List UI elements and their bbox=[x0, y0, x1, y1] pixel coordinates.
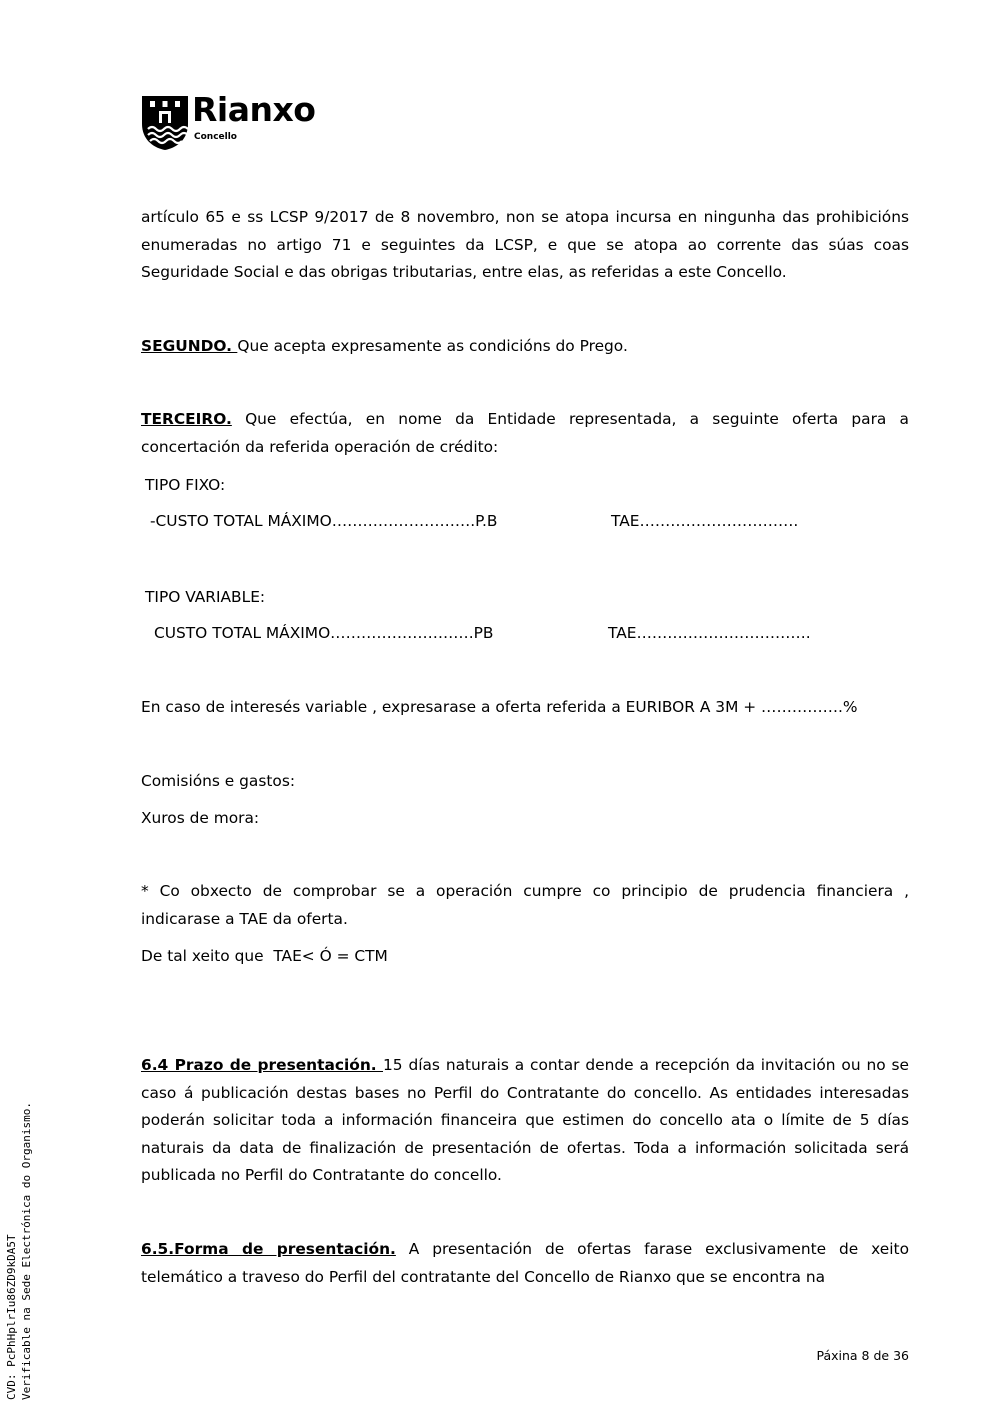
verification-stamp bbox=[4, 1102, 34, 1400]
segundo-text: Que acepta expresamente as condicións do Prego. bbox=[237, 337, 628, 355]
prazo-paragraph bbox=[141, 1052, 909, 1190]
tae-fixo-line: TAE…………………………. bbox=[611, 512, 799, 530]
tipo-fixo-label: TIPO FIXO: bbox=[145, 476, 226, 494]
terceiro-label: TERCEIRO. bbox=[141, 410, 232, 428]
tipo-variable-label: TIPO VARIABLE: bbox=[145, 588, 266, 606]
formula-line: De tal xeito que TAE< Ó = CTM bbox=[141, 947, 388, 965]
xuros-label: Xuros de mora: bbox=[141, 809, 260, 827]
verification-code: CVD: PcPhHplrIu86ZD9kDA5T bbox=[5, 1234, 18, 1400]
concello-logo bbox=[142, 90, 352, 154]
segundo-paragraph bbox=[141, 333, 909, 361]
forma-paragraph bbox=[141, 1236, 909, 1291]
custo-variable-line: CUSTO TOTAL MÁXIMO……………………….PB bbox=[154, 624, 494, 642]
page-number: Páxina 8 de 36 bbox=[816, 1348, 909, 1363]
prazo-text: 15 días naturais a contar dende a recepción da invitación ou no se caso á publicación destas bases no Perfil do Contratante do concello. As entidades interesadas poderán solicitar toda a información financeira que estimen do concello ata o límite de 5 días naturais da data de finalización de presentación de ofertas. Toda a información solicitada será publicada no Perfil do Contratante do concello. bbox=[141, 1056, 910, 1184]
terceiro-paragraph bbox=[141, 406, 909, 461]
euribor-line: En caso de interesés variable , expresarase a oferta referida a EURIBOR A 3M + …………….% bbox=[141, 698, 858, 716]
nota-paragraph: * Co obxecto de comprobar se a operación cumpre co principio de prudencia financiera , indicarase a TAE da oferta. bbox=[141, 882, 909, 928]
custo-fixo-line: -CUSTO TOTAL MÁXIMO……………………….P.B bbox=[150, 512, 498, 530]
intro-paragraph: artículo 65 e ss LCSP 9/2017 de 8 novembro, non se atopa incursa en ningunha das prohibicións enumeradas no artigo 71 e seguintes da LCSP, e que se atopa ao corrente das súas coas Seguridade Social e das obrigas tributarias, entre elas, as referidas a este Concello. bbox=[141, 208, 909, 281]
terceiro-text: Que efectúa, en nome da Entidade representada, a seguinte oferta para a concertación da referida operación de crédito: bbox=[141, 410, 909, 456]
segundo-label: SEGUNDO. bbox=[141, 337, 238, 355]
rianxo-tower-shield-icon bbox=[142, 96, 188, 150]
comisions-label: Comisións e gastos: bbox=[141, 772, 296, 790]
verification-note: Verificable na Sede Electrónica do Organismo. bbox=[20, 1101, 33, 1400]
forma-label: 6.5.Forma de presentación. bbox=[141, 1240, 396, 1258]
tae-variable-line: TAE……………………………. bbox=[608, 624, 811, 642]
logo-subtitle: Concello bbox=[194, 132, 237, 142]
forma-text: A presentación de ofertas farase exclusivamente de xeito telemático a traveso do Perfil del contratante del Concello de Rianxo que se encontra na bbox=[141, 1240, 909, 1286]
logo-name: Rianxo bbox=[192, 90, 316, 129]
prazo-label: 6.4 Prazo de presentación. bbox=[141, 1056, 383, 1074]
